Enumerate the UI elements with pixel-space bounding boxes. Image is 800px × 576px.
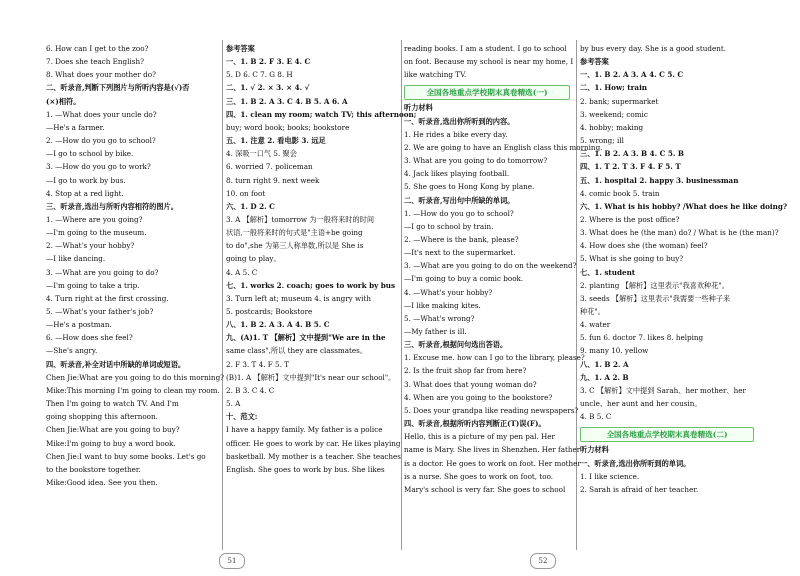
col1-line: 4. Turn right at the first crossing. [46, 293, 169, 303]
col1-line: 3. —What are you going to do? [46, 267, 159, 277]
col3-line: 二、听录音,写出句中所缺的单词。 [404, 195, 515, 205]
col4-line: 六、1. What is his hobby? /What does he like doing? [580, 201, 788, 211]
col1-line: Then I'm going to watch TV. And I'm [46, 399, 179, 409]
col3-line: Hello, this is a picture of my pen pal. Her [404, 432, 555, 442]
col1-line: 2. —What's your hobby? [46, 241, 135, 251]
column-divider-1 [222, 40, 223, 550]
col4-line: 4. comic book 5. train [580, 188, 660, 198]
col2-line: I have a happy family. My father is a police [226, 425, 383, 435]
col4-line: 种花"。 [580, 307, 605, 316]
col4-line: 听力材料 [580, 445, 609, 455]
col3-line: is a nurse. She goes to work on foot, too. [404, 471, 554, 481]
col4-line: 一、1. B 2. A 3. A 4. C 5. C [580, 70, 684, 80]
col4-line: 4. B 5. C [580, 412, 612, 422]
col3-line: 四、听录音,根据所听内容判断正(T)误(F)。 [404, 419, 546, 429]
col2-line: 七、1. works 2. coach; goes to work by bus [226, 280, 396, 290]
col2-line: 四、1. clean my room; watch TV; this afternoon; [226, 109, 417, 119]
col2-line: 二、1. √ 2. × 3. × 4. √ [226, 83, 310, 93]
col4-line: 二、1. How; train [580, 83, 648, 93]
col3-line: 2. Is the fruit shop far from here? [404, 366, 527, 376]
col3-line: —I go to school by train. [404, 221, 494, 231]
col1-line: Mike:I'm going to buy a word book. [46, 438, 176, 448]
col1-line: 6. —How does she feel? [46, 333, 133, 343]
col3-line: like watching TV. [404, 70, 467, 80]
col2-line: 十、范文: [226, 412, 258, 422]
col1-line: 6. How can I get to the zoo? [46, 44, 149, 53]
col3-line: 1. Excuse me. how can I go to the library, please? [404, 353, 585, 363]
col2-line: 8. turn right 9. next week [226, 175, 320, 185]
col4-line: 九、1. A 2. B [580, 372, 629, 382]
column-1 [46, 0, 225, 576]
col4-line: 一、听录音,选出你所听到的单词。 [580, 458, 691, 468]
col3-line: name is Mary. She lives in Shenzhen. Her father [404, 445, 581, 455]
col2-line: 九、(A)1. T 【解析】文中提到"We are in the [226, 333, 386, 343]
col3-line: —My father is ill. [404, 327, 467, 336]
col4-line: 4. water [580, 320, 611, 330]
col1-line: to the bookstore together. [46, 464, 141, 474]
col3-line: reading books. I am a student. I go to school [404, 44, 567, 53]
col1-line: 5. —What's your father's job? [46, 307, 154, 316]
col3-line: 4. When are you going to the bookstore? [404, 392, 553, 402]
col2-line: 三、1. B 2. A 3. C 4. B 5. A 6. A [226, 96, 348, 106]
col2-line: 2. B 3. C 4. C [226, 385, 275, 395]
col4-line: 9. many 10. yellow [580, 346, 649, 356]
col4-line: 八、1. B 2. A [580, 359, 629, 369]
col4-line: 3. What does he (the man) do? / What is he (the man)? [580, 228, 779, 238]
col3-line: 4. —What's your hobby? [404, 287, 493, 297]
column-divider-3 [576, 40, 577, 550]
col1-line: 1. —Where are you going? [46, 214, 143, 224]
col2-line: 5. A [226, 399, 241, 409]
col3-line: 1. He rides a bike every day. [404, 129, 508, 139]
col4-line: 2. bank; supermarket [580, 96, 659, 106]
col3-line: is a doctor. He goes to work on foot. Her mother [404, 458, 581, 468]
col4-line: uncle、her aunt and her cousin。 [580, 399, 702, 409]
col1-line: 三、听录音,选出与所听内容相符的图片。 [46, 201, 178, 211]
col3-line: 2. —Where is the bank, please? [404, 234, 519, 244]
page-number-right: 52 [530, 553, 556, 569]
col3-line: —I'm going to buy a comic book. [404, 274, 524, 284]
column-2 [226, 0, 417, 576]
col4-line: 3. weekend; comic [580, 109, 648, 119]
col3-line: —I like making kites. [404, 300, 481, 310]
col1-line: —He's a farmer. [46, 122, 105, 132]
col1-line: (×)相符。 [46, 96, 81, 106]
col2-line: (B)1. A 【解析】文中提到"It's near our school"。 [226, 372, 396, 382]
col4-line: 参考答案 [580, 57, 609, 67]
col2-line: 5. postcards; Bookstore [226, 307, 313, 316]
col4-line: 2. planting 【解析】这里表示"我喜欢种花"。 [580, 280, 729, 290]
col2-line: 5. D 6. C 7. G 8. H [226, 70, 293, 80]
col1-line: 7. Does she teach English? [46, 57, 144, 67]
col4-line: 三、1. B 2. A 3. B 4. C 5. B [580, 149, 684, 159]
col2-line: 八、1. B 2. A 3. A 4. B 5. C [226, 320, 330, 330]
col3-line: 3. —What are you going to do on the weekend? [404, 261, 577, 271]
col3-line: 3. What are you going to do tomorrow? [404, 156, 548, 166]
col3-line: 1. —How do you go to school? [404, 208, 514, 218]
col2-line: officer. He goes to work by car. He likes playing [226, 438, 401, 448]
col1-line: 四、听录音,补全对话中所缺的单词或短语。 [46, 359, 186, 369]
col4-line: 4. How does she (the woman) feel? [580, 241, 708, 251]
col4-line: 5. What is she going to buy? [580, 254, 684, 264]
col2-line: going to play。 [226, 254, 281, 264]
col4-line: 四、1. T 2. T 3. F 4. F 5. T [580, 162, 681, 172]
col1-line: 二、听录音,判断下列图片与所听内容是(√)否 [46, 83, 190, 93]
col3-line: Mary's school is very far. She goes to school [404, 484, 566, 494]
col4-line: 3. seeds 【解析】这里表示"我需要一些种子来 [580, 293, 731, 303]
col1-line: —I go to work by bus. [46, 175, 126, 185]
col3-line: 一、听录音,选出你所听到的内容。 [404, 116, 515, 126]
col3-line: 5. Does your grandpa like reading newspapers? [404, 405, 579, 415]
col2-line: 4. A 5. C [226, 267, 258, 277]
col2-line: 3. Turn left at; museum 4. is angry with [226, 293, 371, 303]
col4-line: 5. wrong; ill [580, 136, 624, 146]
col2-line: buy; word book; books; bookstore [226, 122, 350, 132]
col1-line: Mike:Good idea. See you then. [46, 477, 158, 487]
col1-line: —I'm going to the museum. [46, 228, 147, 238]
col2-line: 4. 深吸一口气 5. 聚会 [226, 149, 297, 159]
col2-line: 参考答案 [226, 44, 255, 53]
col2-line: 五、1. 注意 2. 看电影 3. 远足 [226, 136, 326, 146]
col3-line: —It's next to the supermarket. [404, 248, 516, 258]
col1-line: 1. —What does your uncle do? [46, 109, 157, 119]
col1-line: —I'm going to take a trip. [46, 280, 140, 290]
col2-line: basketball. My mother is a teacher. She teaches [226, 451, 401, 461]
page-number-left: 51 [219, 553, 245, 569]
col1-line: going shopping this afternoon. [46, 412, 158, 422]
section-banner: 全国各地重点学校期末真卷精选(一) [404, 85, 570, 100]
col1-line: 2. —How do you go to school? [46, 136, 156, 146]
col2-line: 一、1. B 2. F 3. E 4. C [226, 57, 311, 67]
section-banner: 全国各地重点学校期末真卷精选(二) [580, 427, 754, 442]
col4-line: 5. fun 6. doctor 7. likes 8. helping [580, 333, 704, 343]
col2-line: 2. F 3. T 4. F 5. T [226, 359, 289, 369]
col4-line: 2. Sarah is afraid of her teacher. [580, 484, 699, 494]
col2-line: 6. worried 7. policeman [226, 162, 313, 172]
col2-line: same class",所以 they are classmates。 [226, 346, 368, 356]
col1-line: Chen Jie:What are you going to do this morning? [46, 372, 225, 382]
col3-line: 三、听录音,根据问句选出答语。 [404, 340, 508, 350]
col3-line: 2. We are going to have an English class this morning. [404, 142, 603, 152]
col1-line: Chen Jie:I want to buy some books. Let's go [46, 451, 206, 461]
col2-line: 六、1. D 2. C [226, 201, 275, 211]
col1-line: —He's a postman. [46, 320, 112, 330]
col4-line: by bus every day. She is a good student. [580, 44, 726, 53]
col3-line: on foot. Because my school is near my home, I [404, 57, 574, 67]
col2-line: 10. on foot [226, 188, 266, 198]
col3-line: 听力材料 [404, 103, 433, 113]
col4-line: 3. C 【解析】文中提到 Sarah、her mother、her [580, 385, 746, 395]
col4-line: 五、1. hospital 2. happy 3. businessman [580, 175, 739, 185]
col1-line: —I go to school by bike. [46, 149, 134, 159]
column-4 [580, 0, 788, 576]
col2-line: 状语,一般将来时的句式是"主语+be going [226, 228, 363, 238]
col3-line: 5. She goes to Hong Kong by plane. [404, 182, 535, 192]
col2-line: English. She goes to work by bus. She likes [226, 464, 385, 474]
col4-line: 2. Where is the post office? [580, 214, 680, 224]
col2-line: to do",she 为第三人称单数,所以是 She is [226, 241, 364, 251]
col2-line: 3. A 【解析】tomorrow 为一般将来时的时间 [226, 214, 375, 224]
col4-line: 七、1. student [580, 267, 636, 277]
col1-line: 3. —How do you go to work? [46, 162, 151, 172]
col1-line: —I like dancing. [46, 254, 106, 264]
col3-line: 3. What does that young woman do? [404, 379, 537, 389]
col3-line: 4. Jack likes playing football. [404, 169, 510, 179]
col3-line: 5. —What's wrong? [404, 313, 475, 323]
col1-line: Chen Jie:What are you going to buy? [46, 425, 180, 435]
col1-line: Mike:This morning I'm going to clean my room. [46, 385, 220, 395]
col1-line: —She's angry. [46, 346, 98, 356]
col1-line: 4. Stop at a red light. [46, 188, 124, 198]
col4-line: 4. hobby; making [580, 122, 644, 132]
col1-line: 8. What does your mother do? [46, 70, 156, 80]
col4-line: 1. I like science. [580, 471, 640, 481]
